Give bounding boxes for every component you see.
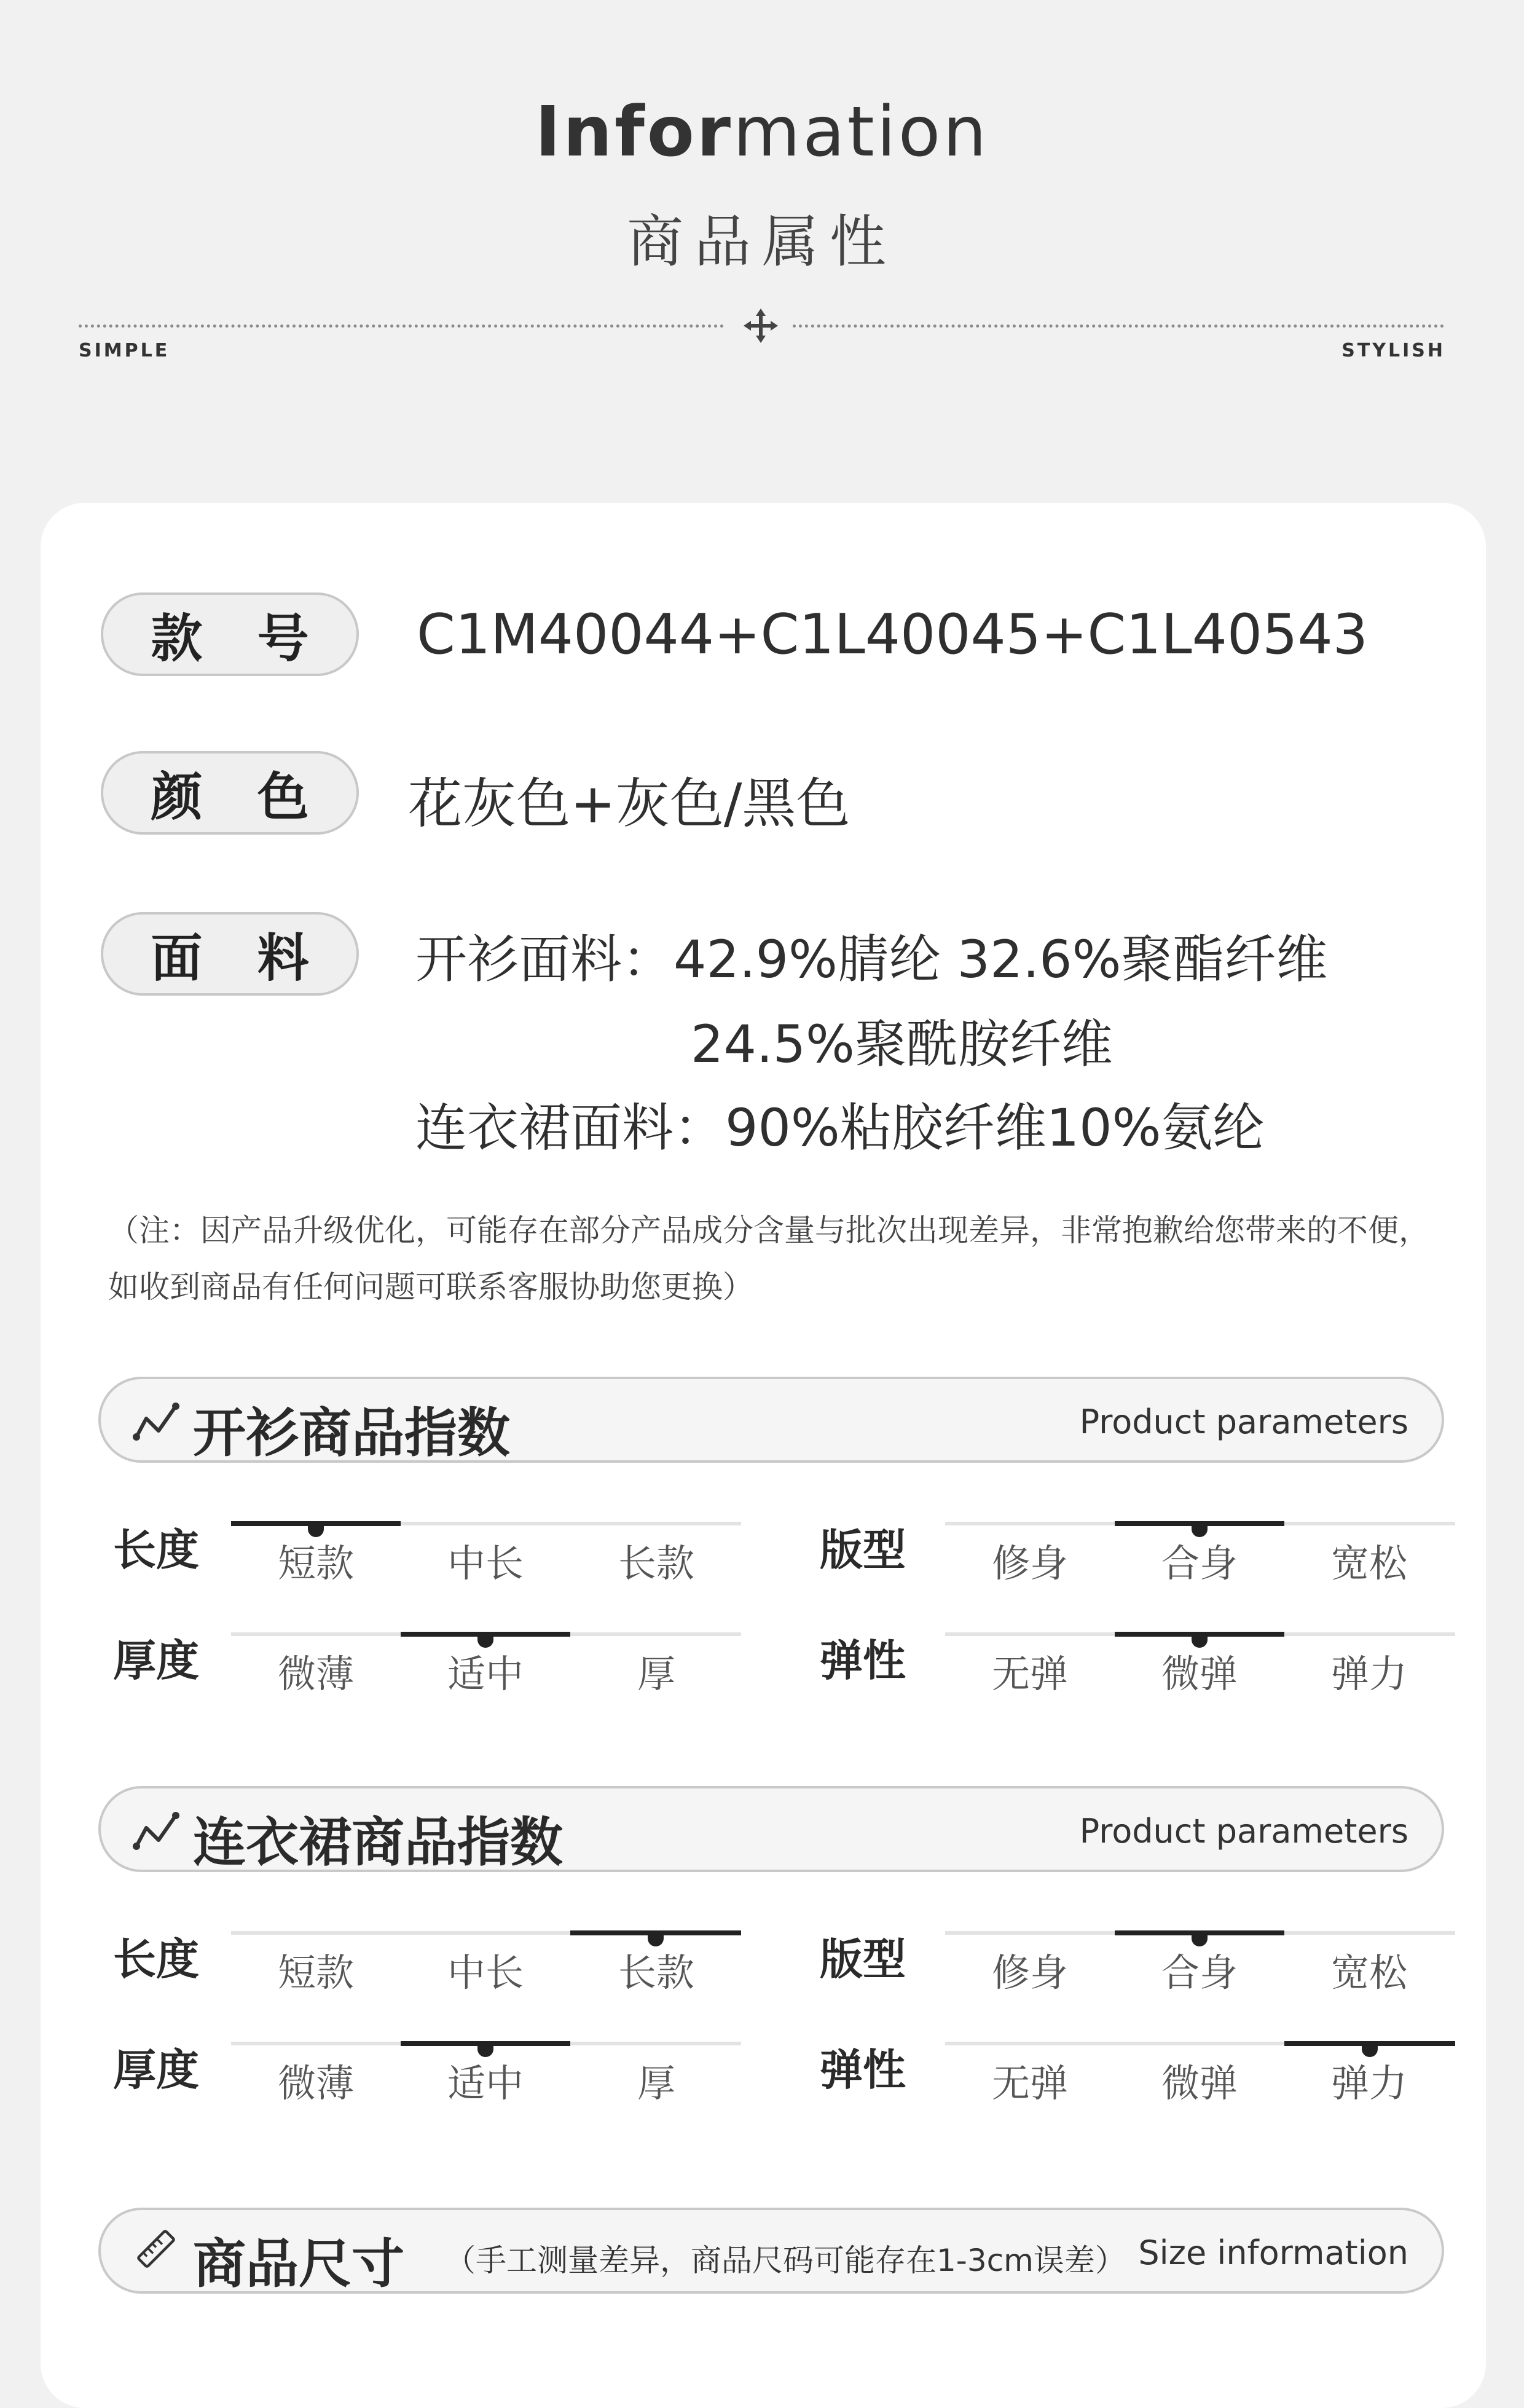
option-long: 长款 — [618, 1541, 694, 1586]
param-label-thickness: 厚度 — [113, 2045, 199, 2095]
thickness-track — [231, 1632, 741, 1636]
note-line-2: 如收到商品有任何问题可联系客服协助您更换） — [108, 1269, 753, 1305]
trend-line-icon — [132, 1809, 181, 1852]
option-no-stretch: 无弹 — [991, 2061, 1068, 2106]
tag-stylish: STYLISH — [1341, 340, 1445, 361]
note-line-1: （注：因产品升级优化，可能存在部分产品成分含量与批次出现差异，非常抱歉给您带来的不便， — [108, 1213, 1429, 1248]
option-short: 短款 — [277, 1541, 354, 1586]
selected-segment — [1115, 1632, 1284, 1637]
option-thin: 微薄 — [277, 1651, 354, 1696]
selected-segment — [570, 1930, 741, 1935]
section-title: 商品尺寸 — [193, 2233, 404, 2295]
param-label-length: 长度 — [113, 1934, 199, 1985]
option-stretch: 弹力 — [1330, 1651, 1407, 1696]
option-thick: 厚 — [637, 1651, 675, 1696]
param-label-thickness: 厚度 — [113, 1635, 199, 1686]
section-subtitle: Product parameters — [1079, 1812, 1408, 1851]
option-loose: 宽松 — [1330, 1541, 1407, 1586]
option-short: 短款 — [277, 1950, 354, 1995]
ruler-icon — [132, 2227, 181, 2270]
section-subtitle: Size information — [1138, 2233, 1408, 2272]
option-stretch: 弹力 — [1330, 2061, 1407, 2106]
thickness-track — [231, 2042, 741, 2045]
length-track — [231, 1522, 741, 1525]
title-light: mation — [733, 92, 989, 172]
option-medium: 中长 — [447, 1950, 524, 1995]
elasticity-track — [945, 2042, 1455, 2045]
fit-track — [945, 1522, 1455, 1525]
style-no-value: C1M40044+C1L40045+C1L40543 — [417, 602, 1368, 667]
fabric-line-3: 连衣裙面料：90%粘胶纤维10%氨纶 — [415, 1098, 1265, 1158]
option-thin: 微薄 — [277, 2061, 354, 2106]
elasticity-track — [945, 1632, 1455, 1636]
selected-segment — [1115, 1930, 1284, 1935]
param-label-length: 长度 — [113, 1525, 199, 1575]
param-label-fit: 版型 — [820, 1934, 906, 1985]
option-moderate: 适中 — [447, 2061, 524, 2106]
color-value: 花灰色+灰色/黑色 — [408, 772, 850, 835]
divider-left — [79, 325, 724, 328]
length-track — [231, 1931, 741, 1935]
color-label: 颜 色 — [101, 751, 359, 835]
section-subtitle: Product parameters — [1079, 1403, 1408, 1441]
divider-right — [793, 325, 1444, 328]
selected-segment — [401, 1632, 570, 1637]
dress-index-header — [98, 1786, 1444, 1872]
selected-segment — [1115, 1521, 1284, 1526]
fit-track — [945, 1931, 1455, 1935]
fabric-label: 面 料 — [101, 912, 359, 996]
selected-segment — [401, 2041, 570, 2046]
fabric-line-1: 开衫面料：42.9%腈纶 32.6%聚酯纤维 — [415, 929, 1328, 990]
trend-line-icon — [132, 1400, 181, 1443]
option-thick: 厚 — [637, 2061, 675, 2106]
cardigan-index-header — [98, 1377, 1444, 1463]
title-bold: Infor — [535, 92, 734, 172]
option-slim: 修身 — [991, 1950, 1068, 1995]
option-slight-stretch: 微弹 — [1161, 2061, 1238, 2106]
option-medium: 中长 — [447, 1541, 524, 1586]
size-note: （手工测量差异，商品尺码可能存在1-3cm误差） — [445, 2243, 1126, 2278]
option-no-stretch: 无弹 — [991, 1651, 1068, 1696]
option-slight-stretch: 微弹 — [1161, 1651, 1238, 1696]
option-regular: 合身 — [1161, 1541, 1238, 1586]
section-title: 开衫商品指数 — [193, 1403, 510, 1464]
option-loose: 宽松 — [1330, 1950, 1407, 1995]
option-long: 长款 — [618, 1950, 694, 1995]
size-info-header — [98, 2208, 1444, 2294]
fabric-line-2: 24.5%聚酰胺纤维 — [691, 1014, 1113, 1074]
tag-simple: SIMPLE — [79, 340, 170, 361]
param-label-elasticity: 弹性 — [820, 2045, 906, 2095]
param-label-elasticity: 弹性 — [820, 1635, 906, 1686]
selected-segment — [1284, 2041, 1455, 2046]
option-moderate: 适中 — [447, 1651, 524, 1696]
selected-segment — [231, 1521, 401, 1526]
move-cross-icon — [741, 306, 780, 345]
style-no-label: 款 号 — [101, 592, 359, 676]
page-subtitle: 商品属性 — [626, 209, 897, 275]
page-title — [0, 92, 1524, 172]
option-slim: 修身 — [991, 1541, 1068, 1586]
section-title: 连衣裙商品指数 — [193, 1812, 563, 1873]
param-label-fit: 版型 — [820, 1525, 906, 1575]
option-regular: 合身 — [1161, 1950, 1238, 1995]
